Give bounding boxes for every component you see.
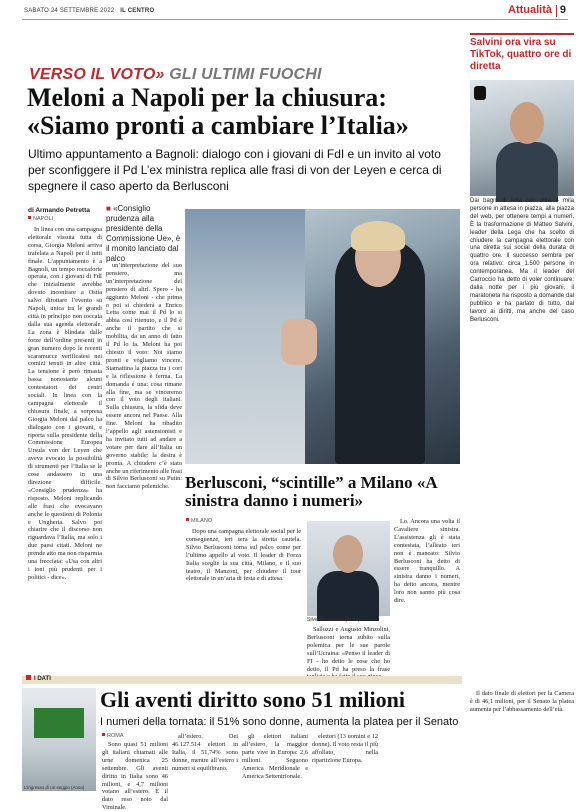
sidebar-text: Dai bagni di folla con oltre 4 mila persone in attesa in piazza, alla piazza del web, per ottenere tempi a numeri. È la trasformazione di Matteo Salvini, leader della Lega che ha scelto di chiudere la campagna elettorale con una diretta sui social della durata di quattro ore. Il successo sembra per ora relativo: circa 1.500 persone in contemporanea. Ma il leader del Carroccio ha detto di voler continuare: dalla notte per i più giovani, il maratoneta ha risposto a domande dal pubblico e ha parlato di tutto, dal lavoro ai diritti, ma anche del caso Berlusconi. [470, 198, 574, 323]
article-kicker [29, 66, 322, 84]
pull-quote: ■ «Consiglio prudenza alla presidente della Commissione Ue», è il monito lanciato dal palco [106, 204, 181, 263]
article-column-1: In linea con una campagna elettorale vissuta tutta di corsa, Giorgia Meloni arriva trafelata a Napoli per il tutti finale. L’appuntamento è a Bagnoli, un tempo roccaforte operaia, con i giovani di FdI che inizialmente avrebbe dovuto incontrare a Ostia salvo dirottare l’evento su Napoli, unica tra le grandi città in principio non toccata dalla sua agenda elettorale. La zona è blindata dalle forze dell’ordine presenti in gran numero dopo le recenti scaramucce verificatesi nei comizi tenuti in altre città. La tensione è però rimasta bassa nonostante alcuni contestatori dei centri sociali. In linea con la campagna elettorale il chiusura finale, a sorpresa Giorgia Meloni dal palco ha dialogato con i giovani, e riporta sulla presidente della Commissione Europea Ursula von der Leyen che aveva evocato la possibilità di strumenti per l’Italia se le cose andassero in una direzione difficile. «Consiglio prudenza» ha risposto. Meloni replicando alle frasi che evocavano anche le questioni di Polonia e Ungheria. Salvo poi chiarire che il discorso non riguardava l’Italia, ma solo i due paesi citati. Meloni ne prende atto ma non risparmia una frecciata: «Usa con altri i toni più prudenti per i politici - dice». [28, 226, 102, 581]
page-number: 9 [559, 4, 566, 16]
berlusconi-column-3: Lo. Ancora una volta il Cavaliere sinistra. L’assistenza gli è stata contestata, l’alleato ieri non è mancato: Silvio Berlusconi ha detto di essere tranquillo. A sinistra danno i numeri, ha detto ancora, mentre loro non sanno più cosa dire. [394, 518, 460, 605]
kicker-gray: GLI ULTIMI FUOCHI [169, 66, 322, 83]
kicker-red: VERSO IL VOTO» [29, 66, 165, 83]
polling-photo-caption: L’ingresso di un seggio (Ansa) [24, 785, 85, 790]
header-rule [22, 19, 568, 20]
article-column-2: un’interpretazione del suo pensiero, ma un’interpretazione del pensiero di altri. Spero - ha aggiunto Meloni - che prima o poi si chiederà a Enrico Letta come mai il Pd lo si abbia così ritenuto, e il Pd è anche il partito che si mobilita, da un anno di fatto il Pd lo fa. Meloni ha poi chiesto il voto: Noi siamo pronti e vogliamo vincere. Stamattina la piazza tra i cori e la riflessione è ferma. La domanda è una: cosa rimane alla fine, ma se vinceremo con il voto degli italiani. Sulla chiusura, la sfida deve essere ancora nel Paese. Alla fine. Meloni ha ribadito l’appello agli astensionisti e ha invitato tutti ad andare a votare per dare all’Italia un governo stabile: la destra è pronta. A chiudere c’è stato anche un riferimento alle frasi di Silvio Berlusconi su Putin: non facciamo polemiche. [106, 262, 182, 491]
voters-column-4: elettori (13 uomini e 12 donne). Il voto resta il più affollato, nella ripartizione Europa. [312, 733, 378, 764]
sidebar-rule [470, 33, 574, 35]
sidebar-title: Salvini ora vira su TikTok, quattro ore di diretta [470, 37, 572, 72]
dateline: NAPOLI [28, 216, 53, 222]
section-band [22, 676, 462, 684]
page-header [0, 0, 580, 34]
salvini-photo [470, 80, 574, 196]
section-band-label: I DATI [26, 675, 51, 682]
header-section: Attualità [508, 4, 552, 16]
voters-column-1: Sono quasi 51 milioni gli italiani chiamati alle urne domenica 25 settembre. Gli aventi diritto in Italia sono 46 milioni, e 4,7 milioni votano all’estero. È il dato reso noto dal Viminale. [102, 741, 168, 812]
berlusconi-dateline: MILANO [186, 518, 212, 524]
main-subhead: Ultimo appuntamento a Bagnoli: dialogo con i giovani di FdI e un invito al voto per sconfiggere il Pd L’ex ministra replica alle frasi di von der Leyen e cerca di spegnere il caso aperto da Berlusconi [28, 147, 442, 193]
header-divider [556, 5, 557, 17]
voters-column-3: gli elettori italiani all’estero, la maggior parte vive in Europa: 2,6 milioni. Seguono America Meridionale e America Settentrionale. [242, 733, 308, 780]
quote-mark-icon: ■ [106, 204, 111, 213]
polling-station-photo [22, 688, 96, 791]
berlusconi-photo [307, 521, 390, 616]
tiktok-icon [474, 86, 486, 100]
berlusconi-headline: Berlusconi, “scintille” a Milano «A sinistra danno i numeri» [185, 473, 437, 510]
header-paper: IL CENTRO [120, 8, 155, 14]
voters-column-5: Il dato finale di elettori per la Camera è di 46,1 milioni, per il Senato la platea aumenta per l’abbassamento dell’età. [470, 690, 574, 713]
voters-subhead: I numeri della tornata: il 51% sono donne, aumenta la platea per il Senato [100, 716, 459, 728]
voters-headline: Gli aventi diritto sono 51 milioni [100, 687, 405, 712]
voters-column-2: all’estero. Dei 46.127.514 elettori in Italia, il 51,74% sono donne, mentre all’estero i numeri si equilibrano. [172, 733, 238, 772]
berlusconi-column-2: Salluzzi e Augusto Minzolini, Berlusconi torna subito sulla polemica per le sue parole sull’Ucraina: «Penso il leader di FI - ho detto le cose che ho detto, il Pd ha preso la frase [307, 626, 390, 673]
voters-dateline: ROMA [102, 733, 124, 739]
berlusconi-column-1: Dopo una campagna elettorale social per le conseguenze, ieri sera la stretta cautela. Silvio Berlusconi torna sul palco come per l’ultimo appello al voto. Il leader di Forza Italia sceglie la sua città, Milano, e il suo teatro, il Manzoni, per chiudere il tour elettorale in un’aria di festa e di attesa. [186, 528, 301, 583]
header-date: SABATO 24 SETTEMBRE 2022 IL CENTRO [24, 8, 155, 14]
main-headline: Meloni a Napoli per la chiusura: «Siamo pronti a cambiare l’Italia» [27, 83, 409, 140]
byline: di Armando Petretta [28, 207, 90, 214]
meloni-photo [185, 209, 460, 464]
berlusconi-photo-caption: Silvio Berlusconi (Ansa) [307, 617, 360, 623]
